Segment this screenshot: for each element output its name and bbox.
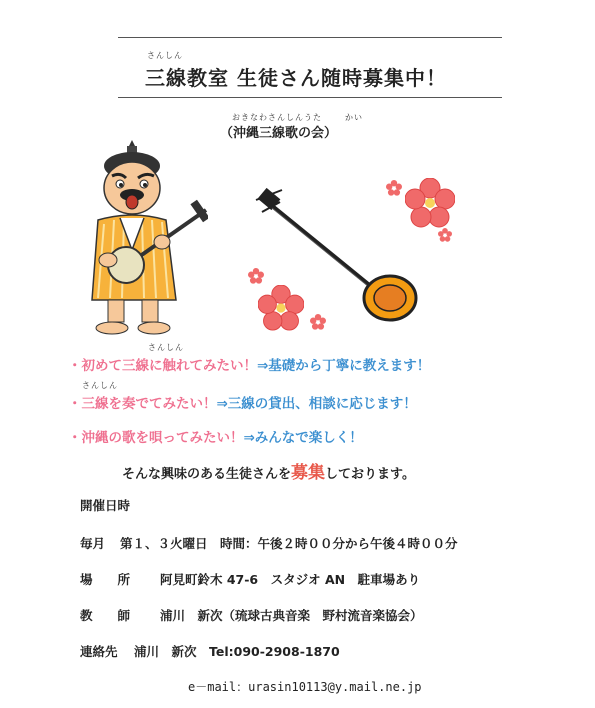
bullet-2 — [68, 392, 417, 412]
flower-decoration-medium — [258, 285, 304, 331]
bullet-1 — [68, 354, 430, 374]
teacher-label: 教 師 — [80, 608, 131, 623]
bullet-1-question: ・初めて三線に触れてみたい！ — [68, 358, 257, 374]
subtitle-ruby-2: かい — [345, 113, 363, 122]
place-label: 場 所 — [80, 572, 131, 587]
subtitle-ruby: おきなわさんしんうた — [232, 113, 322, 122]
bullet-1-ruby: さんしん — [148, 343, 184, 352]
schedule-heading: 開催日時 — [80, 498, 131, 513]
page-subtitle: （沖縄三線歌の会） — [220, 126, 338, 141]
flower-decoration-small-4 — [310, 314, 326, 330]
top-rule — [118, 37, 502, 38]
place-value: 阿見町鈴木 47-6 スタジオ AN 駐車場あり — [160, 572, 421, 587]
flower-decoration-small-3 — [248, 268, 264, 284]
bullet-2-question: ・三線を奏でてみたい！ — [68, 396, 217, 412]
flower-decoration-large — [405, 178, 455, 228]
bullet-1-answer: ⇒基礎から丁寧に教えます！ — [257, 358, 431, 374]
schedule-label: 毎月 — [80, 536, 106, 551]
recruit-before: そんな興味のある生徒さんを — [122, 467, 292, 482]
recruit-accent: 募集 — [291, 463, 326, 483]
flower-decoration-small-1 — [386, 180, 402, 196]
bullet-3-question: ・沖縄の歌を唄ってみたい！ — [68, 430, 244, 446]
sanshin-player-illustration — [68, 140, 208, 340]
bullet-3 — [68, 426, 363, 446]
bullet-2-answer: ⇒三線の貸出、相談に応じます！ — [216, 396, 417, 412]
bullet-2-ruby: さんしん — [82, 381, 118, 390]
email-line[interactable]: e－mail：urasin10113@y.mail.ne.jp — [188, 680, 422, 694]
recruit-line — [122, 458, 415, 483]
page-title: 三線教室 生徒さん随時募集中！ — [145, 66, 447, 90]
contact-value: 浦川 新次 Tel:090-2908-1870 — [134, 644, 340, 659]
bottom-rule — [118, 97, 502, 98]
bullet-3-answer: ⇒みんなで楽しく！ — [243, 430, 363, 446]
flower-decoration-small-2 — [438, 228, 452, 242]
schedule-value: 第１、３火曜日 時間：午後２時００分から午後４時００分 — [120, 536, 458, 551]
contact-label: 連絡先 — [80, 644, 118, 659]
recruit-after: しております。 — [325, 467, 415, 482]
title-ruby: さんしん — [147, 51, 183, 60]
teacher-value: 浦川 新次（琉球古典音楽 野村流音楽協会） — [160, 608, 423, 623]
